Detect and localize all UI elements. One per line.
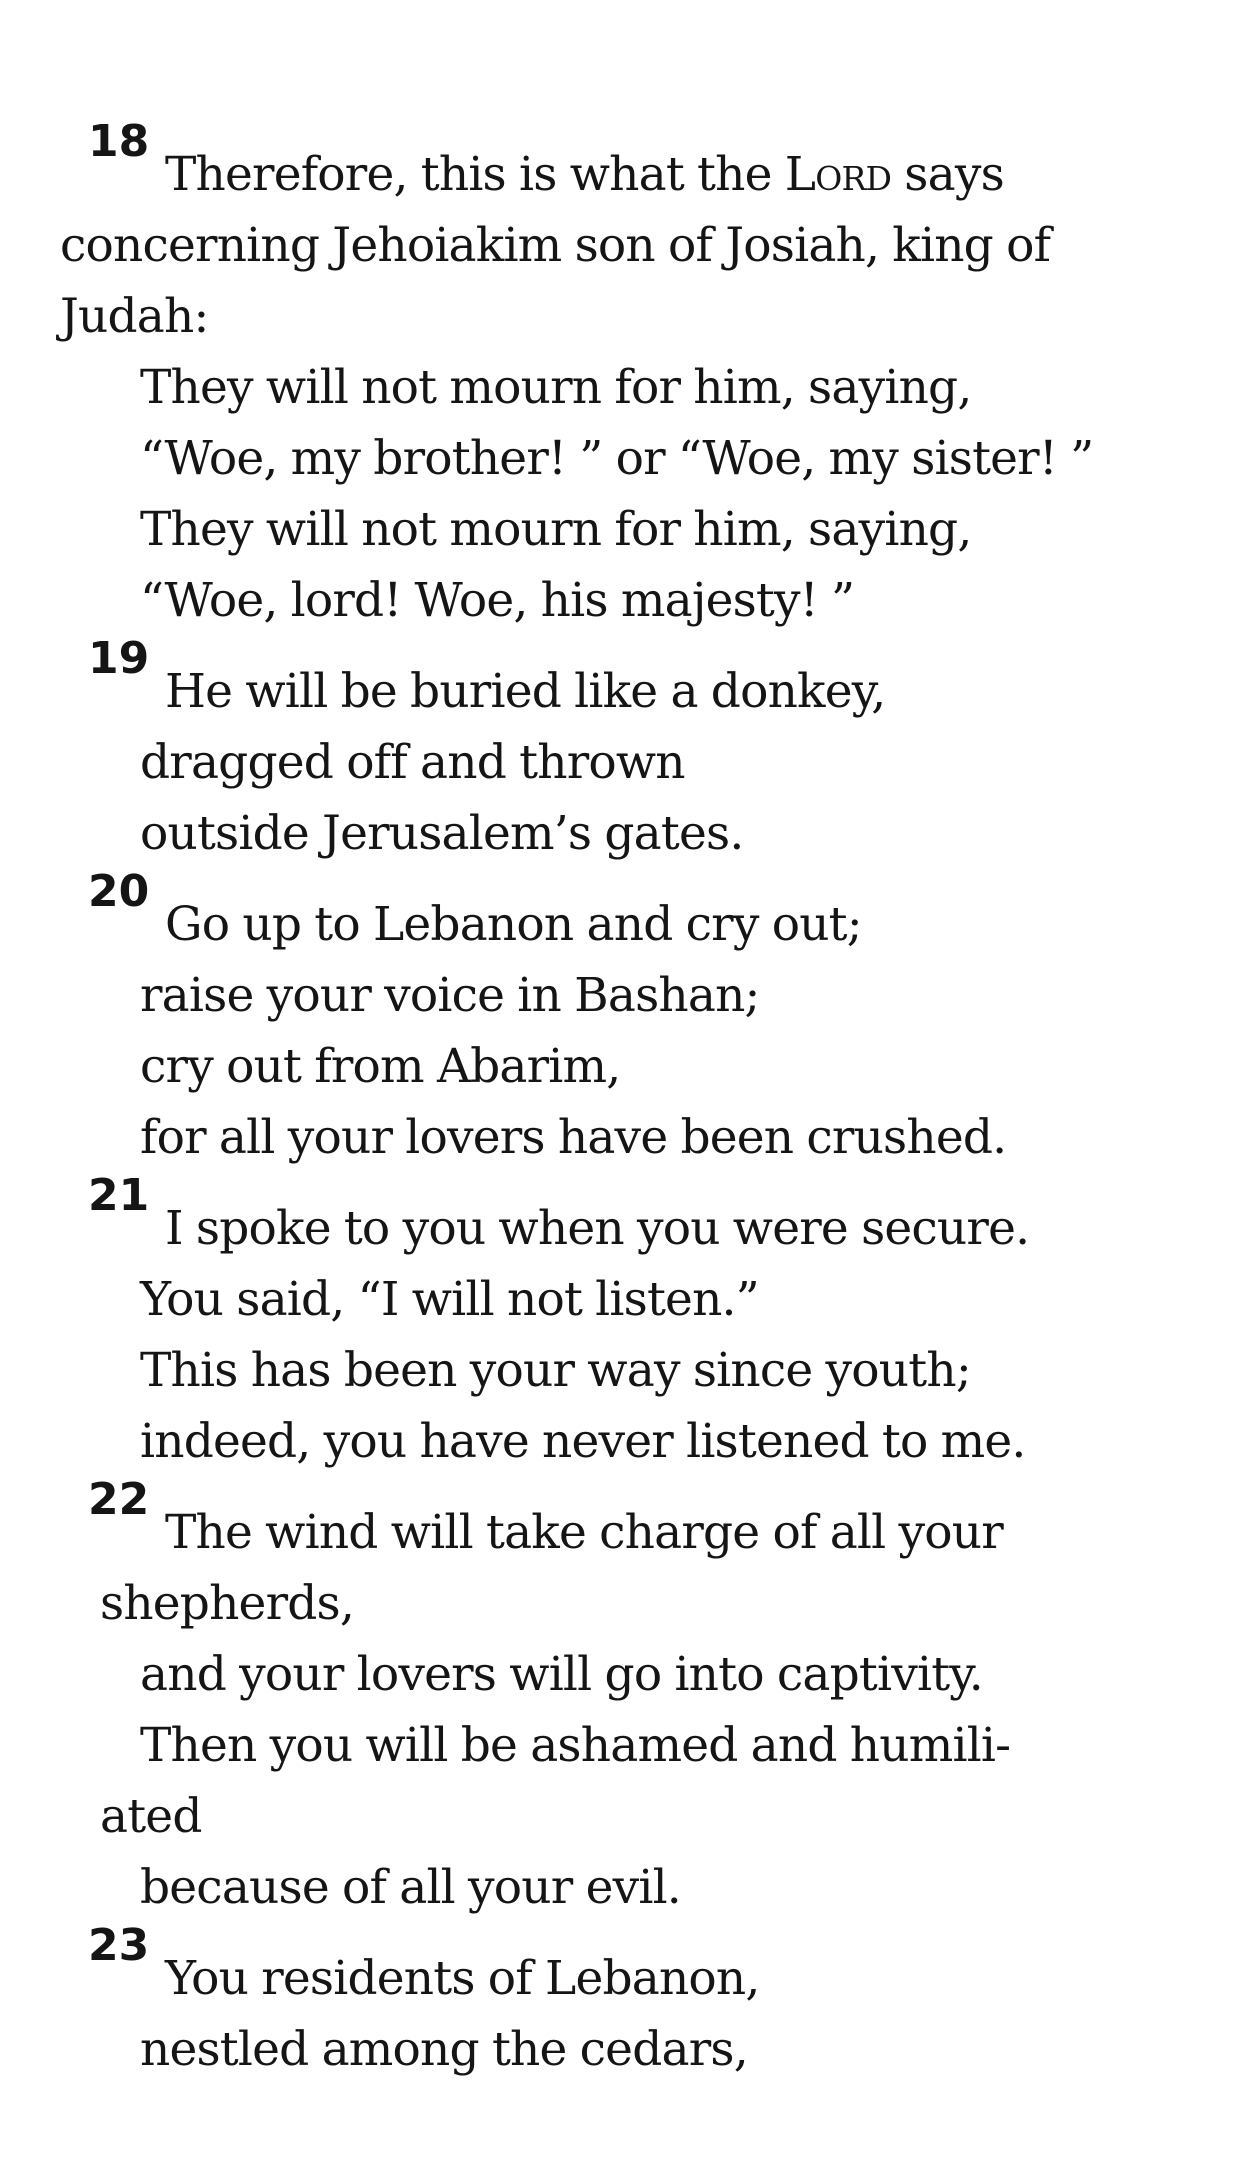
verse-18-line-3: Judah: (60, 289, 209, 344)
verse-19-line-3: outside Jerusalem’s gates. (140, 806, 744, 861)
verse-20-line-3: cry out from Abarim, (140, 1039, 621, 1094)
verse-18-poem-line-4: “Woe, lord! Woe, his majesty! ” (140, 573, 855, 628)
verse-22-line-3: and your lovers will go into captivity. (140, 1647, 983, 1702)
verse-19-line-1: He will be buried like a donkey, (165, 664, 886, 719)
verse-20-line-4: for all your lovers have been crushed. (140, 1110, 1007, 1165)
verse-18-line-2: concerning Jehoiakim son of Josiah, king of (60, 218, 1051, 273)
verse-number-19: 19 (88, 633, 150, 684)
verse-22-line-1: The wind will take charge of all your (165, 1505, 1003, 1560)
verse-21-line-3: This has been your way since youth; (140, 1343, 971, 1398)
verse-22-line-5: ated (100, 1789, 202, 1844)
verse-number-21: 21 (88, 1170, 150, 1221)
verse-18-poem-line-1: They will not mourn for him, saying, (140, 360, 972, 415)
verse-23-line-2: nestled among the cedars, (140, 2022, 748, 2077)
verse-18-poem-line-2: “Woe, my brother! ” or “Woe, my sister! ” (140, 431, 1094, 486)
verse-18-line-1 (165, 145, 1004, 205)
verse-19-line-2: dragged off and thrown (140, 735, 685, 790)
verse-number-22: 22 (88, 1474, 150, 1525)
verse-20-line-2: raise your voice in Bashan; (140, 968, 760, 1023)
verse-21-line-1: I spoke to you when you were secure. (165, 1201, 1030, 1256)
verse-number-20: 20 (88, 866, 150, 917)
verse-number-18: 18 (88, 116, 150, 167)
verse-22-line-2: shepherds, (100, 1576, 354, 1631)
verse-18-text-pre: Therefore, this is what the (165, 147, 785, 202)
verse-21-line-2: You said, “I will not listen.” (140, 1272, 759, 1327)
verse-number-23: 23 (88, 1920, 150, 1971)
verse-22-line-6: because of all your evil. (140, 1860, 681, 1915)
verse-21-line-4: indeed, you have never listened to me. (140, 1414, 1026, 1469)
verse-18-text-post: says (891, 147, 1004, 202)
verse-23-line-1: You residents of Lebanon, (165, 1951, 760, 2006)
verse-20-line-1: Go up to Lebanon and cry out; (165, 897, 862, 952)
verse-22-line-4: Then you will be ashamed and humili- (140, 1718, 1011, 1773)
lord-small-caps: Lord (784, 147, 892, 202)
verse-18-poem-line-3: They will not mourn for him, saying, (140, 502, 972, 557)
